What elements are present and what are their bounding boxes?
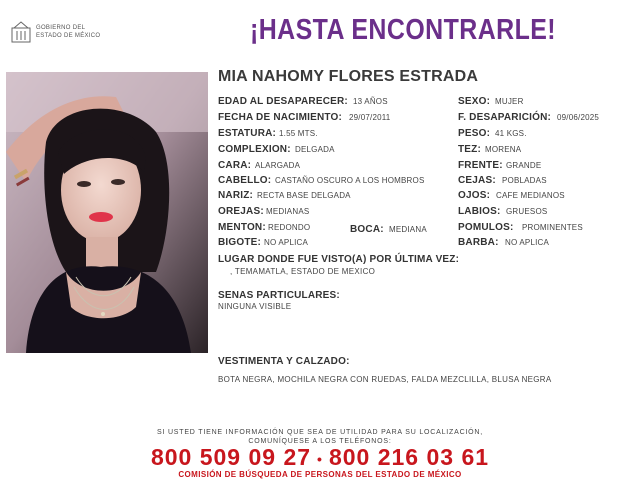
tez-value: MORENA bbox=[485, 145, 522, 154]
headline: ¡HASTA ENCONTRARLE! bbox=[250, 14, 557, 46]
cabello-value: CASTAÑO OSCURO A LOS HOMBROS bbox=[275, 176, 425, 185]
missing-person-photo bbox=[6, 72, 208, 353]
peso-label: PESO: bbox=[458, 128, 491, 139]
senas-value: NINGUNA VISIBLE bbox=[218, 302, 292, 311]
nariz-label: NARIZ: bbox=[218, 190, 254, 201]
cabello-label: CABELLO: bbox=[218, 175, 272, 186]
boca-value: MEDIANA bbox=[389, 225, 427, 234]
peso-value: 41 KGS. bbox=[495, 129, 527, 138]
government-logo bbox=[10, 20, 120, 46]
nariz-value: RECTA BASE DELGADA bbox=[257, 191, 351, 200]
cara-value: ALARGADA bbox=[255, 161, 301, 170]
senas-label: SENAS PARTICULARES: bbox=[218, 290, 340, 301]
cejas-value: POBLADAS bbox=[502, 176, 547, 185]
frente-value: GRANDE bbox=[506, 161, 542, 170]
state-seal-icon bbox=[10, 20, 32, 44]
ojos-value: CAFE MEDIANOS bbox=[496, 191, 565, 200]
nacimiento-value: 29/07/2011 bbox=[349, 113, 391, 122]
orejas-label: OREJAS: bbox=[218, 206, 264, 217]
bigote-value: NO APLICA bbox=[264, 238, 309, 247]
vestimenta-label: VESTIMENTA Y CALZADO: bbox=[218, 356, 350, 367]
pomulos-value: PROMINENTES bbox=[522, 223, 583, 232]
desaparicion-value: 09/06/2025 bbox=[557, 113, 600, 122]
menton-label: MENTON: bbox=[218, 222, 266, 233]
edad-label: EDAD AL DESAPARECER: bbox=[218, 96, 348, 107]
orejas-value: MEDIANAS bbox=[266, 207, 310, 216]
phone-separator: • bbox=[317, 450, 323, 467]
phone-number-1[interactable]: 800 509 09 27 bbox=[150, 444, 312, 470]
estatura-value: 1.55 MTS. bbox=[279, 129, 318, 138]
person-name: MIA NAHOMY FLORES ESTRADA bbox=[218, 68, 479, 85]
logo-line-1: GOBIERNO DEL bbox=[36, 25, 86, 31]
barba-label: BARBA: bbox=[458, 237, 499, 248]
bigote-label: BIGOTE: bbox=[218, 237, 262, 248]
lugar-label: LUGAR DONDE FUE VISTO(A) POR ÚLTIMA VEZ: bbox=[218, 254, 460, 265]
organization-name: COMISIÓN DE BÚSQUEDA DE PERSONAS DEL ESTADO DE MÉXICO bbox=[178, 470, 462, 479]
barba-value: NO APLICA bbox=[505, 238, 550, 247]
vestimenta-value: BOTA NEGRA, MOCHILA NEGRA CON RUEDAS, FALDA MEZCLILLA, BLUSA NEGRA bbox=[218, 375, 552, 384]
nacimiento-label: FECHA DE NACIMIENTO: bbox=[218, 112, 342, 123]
logo-line-2: ESTADO DE MÉXICO bbox=[36, 33, 101, 39]
ojos-label: OJOS: bbox=[458, 190, 491, 201]
desaparicion-label: F. DESAPARICIÓN: bbox=[458, 112, 552, 123]
frente-label: FRENTE: bbox=[458, 160, 503, 171]
menton-value: REDONDO bbox=[268, 223, 311, 232]
cejas-label: CEJAS: bbox=[458, 175, 496, 186]
complexion-label: COMPLEXION: bbox=[218, 144, 291, 155]
phone-number-2[interactable]: 800 216 03 61 bbox=[328, 444, 490, 470]
contact-note-line-2: COMUNÍQUESE A LOS TELÉFONOS: bbox=[248, 438, 392, 445]
phone-numbers bbox=[0, 444, 640, 471]
sexo-value: MUJER bbox=[495, 97, 524, 106]
boca-label: BOCA: bbox=[350, 224, 384, 235]
pomulos-label: POMULOS: bbox=[458, 222, 514, 233]
sexo-label: SEXO: bbox=[458, 96, 491, 107]
edad-value: 13 AÑOS bbox=[353, 97, 388, 106]
labios-label: LABIOS: bbox=[458, 206, 501, 217]
complexion-value: DELGADA bbox=[295, 145, 335, 154]
tez-label: TEZ: bbox=[458, 144, 482, 155]
labios-value: GRUESOS bbox=[506, 207, 548, 216]
cara-label: CARA: bbox=[218, 160, 252, 171]
lugar-value: , TEMAMATLA, ESTADO DE MEXICO bbox=[230, 267, 376, 276]
estatura-label: ESTATURA: bbox=[218, 128, 277, 139]
contact-note-line-1: SI USTED TIENE INFORMACIÓN QUE SEA DE UTILIDAD PARA SU LOCALIZACIÓN, bbox=[156, 429, 484, 436]
